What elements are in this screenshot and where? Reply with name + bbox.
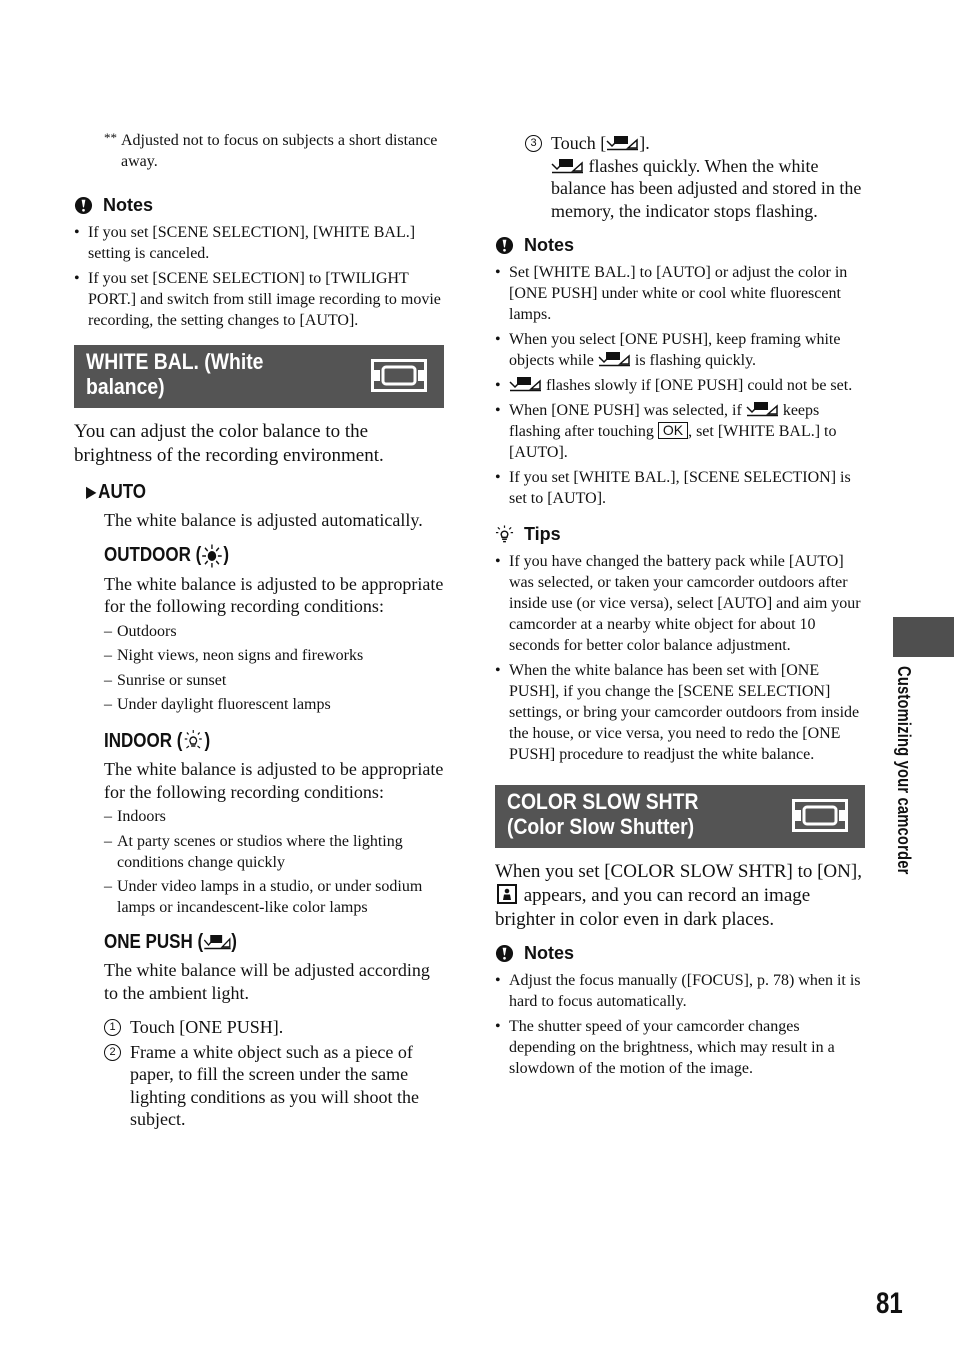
right-column <box>495 130 865 1093</box>
tip-item: • If you have changed the battery pack while [AUTO] was selected, or taken your camcorder outdoors after inside use (or vice versa), select [AUTO] and aim your camcorder at a nearby white object for about 10 seconds for better color balance adjustment. <box>495 551 865 656</box>
note-item: • Set [WHITE BAL.] to [AUTO] or adjust the color in [ONE PUSH] under white or cool white fluorescent lamps. <box>495 262 865 325</box>
notes-icon <box>74 196 93 215</box>
option-one-push-desc: The white balance will be adjusted according to the ambient light. <box>104 960 430 1003</box>
chapter-label: Customizing your camcorder <box>894 666 914 875</box>
note-item: • If you set [WHITE BAL.], [SCENE SELECTION] is set to [AUTO]. <box>495 467 865 509</box>
notes-icon <box>495 944 514 963</box>
note-item: • Adjust the focus manually ([FOCUS], p. 78) when it is hard to focus automatically. <box>495 970 865 1012</box>
left-column <box>74 130 444 1133</box>
option-indoor-desc: The white balance is adjusted to be appropriate for the following recording conditions: <box>104 759 444 802</box>
indoor-conditions <box>104 806 444 918</box>
option-outdoor: OUTDOOR ( ) <box>104 544 230 566</box>
step-2: 2 Frame a white object such as a piece of paper, to fill the screen under the same lighting conditions as you will shoot the subject. <box>104 1041 444 1131</box>
color-slow-shutter-icon <box>497 884 517 904</box>
notes-label: Notes <box>524 942 575 963</box>
option-one-push: ONE PUSH ( ) <box>104 930 237 953</box>
condition-item: – Sunrise or sunset <box>104 670 444 691</box>
note-item: • If you set [SCENE SELECTION], [WHITE BAL.] setting is canceled. <box>74 222 444 264</box>
one-push-icon <box>598 351 631 367</box>
color-slow-title: COLOR SLOW SHTR (Color Slow Shutter) <box>507 789 699 839</box>
option-auto <box>86 478 390 506</box>
footnote-mark: ** <box>104 130 117 145</box>
outdoor-conditions <box>104 621 444 716</box>
note-item: • The shutter speed of your camcorder changes depending on the brightness, which may result in a slowdown of the motion of the image. <box>495 1016 865 1079</box>
sun-icon <box>201 544 223 568</box>
notes-heading <box>495 234 865 256</box>
one-push-icon <box>509 376 542 392</box>
one-push-icon <box>551 158 584 174</box>
footnote <box>74 130 444 172</box>
one-push-icon <box>606 135 639 151</box>
option-auto-label: AUTO <box>98 480 147 503</box>
condition-item: – Under daylight fluorescent lamps <box>104 694 444 715</box>
note-item: • flashes slowly if [ONE PUSH] could not be set. <box>495 375 865 396</box>
option-indoor: INDOOR ( ) <box>104 729 211 752</box>
color-slow-intro: When you set [COLOR SLOW SHTR] to [ON], appears, and you can record an image brighter in color even in dark places. <box>495 861 862 930</box>
tips-list <box>495 551 865 765</box>
step-3-detail: flashes quickly. When the white balance has been adjusted and stored in the memory, the indicator stops flashing. <box>551 155 862 221</box>
note-item: • When you select [ONE PUSH], keep framing white objects while is flashing quickly. <box>495 329 865 371</box>
default-marker: ▶ <box>86 484 97 501</box>
tips-icon <box>495 525 514 544</box>
notes-label: Notes <box>103 194 154 215</box>
notes-list <box>495 970 865 1079</box>
step-3: 3 Touch [ ]. flashes quickly. When the white balance has been adjusted and stored in the memory, the indicator stops flashing. <box>525 132 865 222</box>
notes-heading <box>495 942 865 964</box>
footnote-text: Adjusted not to focus on subjects a short distance away. <box>121 132 438 170</box>
movie-mode-icon <box>792 799 848 832</box>
step-1: 1 Touch [ONE PUSH]. <box>104 1016 444 1039</box>
option-auto-desc: The white balance is adjusted automatically. <box>104 510 423 530</box>
condition-item: – Under video lamps in a studio, or under sodium lamps or incandescent-like color lamps <box>104 876 444 918</box>
note-item: • When [ONE PUSH] was selected, if keeps flashing after touching OK , set [WHITE BAL.] to [AUTO]. <box>495 400 865 463</box>
note-item: • If you set [SCENE SELECTION] to [TWILIGHT PORT.] and switch from still image recording to movie recording, the setting changes to [AUTO]. <box>74 268 444 331</box>
notes-label: Notes <box>524 234 575 255</box>
movie-mode-icon <box>371 359 427 392</box>
tips-heading <box>495 523 865 545</box>
chapter-tab <box>893 617 954 657</box>
step-number-3-icon: 3 <box>525 135 542 152</box>
color-slow-section-banner <box>495 785 865 848</box>
notes-list <box>495 262 865 509</box>
step-number-2-icon: 2 <box>104 1044 121 1061</box>
tip-item: • When the white balance has been set with [ONE PUSH], if you change the [SCENE SELECTION] settings, or bring your camcorder outdoors from inside the house, or vice versa, you need to redo the [ONE PUSH] procedure to readjust the white balance. <box>495 660 865 765</box>
condition-item: – Indoors <box>104 806 444 827</box>
white-bal-title: WHITE BAL. (White balance) <box>86 349 264 399</box>
step-number-1-icon: 1 <box>104 1019 121 1036</box>
tips-label: Tips <box>524 523 561 544</box>
notes-heading <box>74 194 444 216</box>
white-bal-section-banner <box>74 345 444 408</box>
page-number: 81 <box>876 1287 903 1320</box>
option-outdoor-desc: The white balance is adjusted to be appropriate for the following recording conditions: <box>104 573 444 616</box>
condition-item: – Night views, neon signs and fireworks <box>104 645 444 666</box>
one-push-icon <box>746 401 779 417</box>
condition-item: – At party scenes or studios where the lighting conditions change quickly <box>104 831 444 873</box>
one-push-icon <box>203 933 231 951</box>
notes-icon <box>495 236 514 255</box>
notes-list <box>74 222 444 331</box>
bulb-icon <box>182 729 204 753</box>
ok-button-glyph: OK <box>658 422 688 439</box>
condition-item: – Outdoors <box>104 621 444 642</box>
white-bal-intro: You can adjust the color balance to the brightness of the recording environment. <box>74 421 384 466</box>
